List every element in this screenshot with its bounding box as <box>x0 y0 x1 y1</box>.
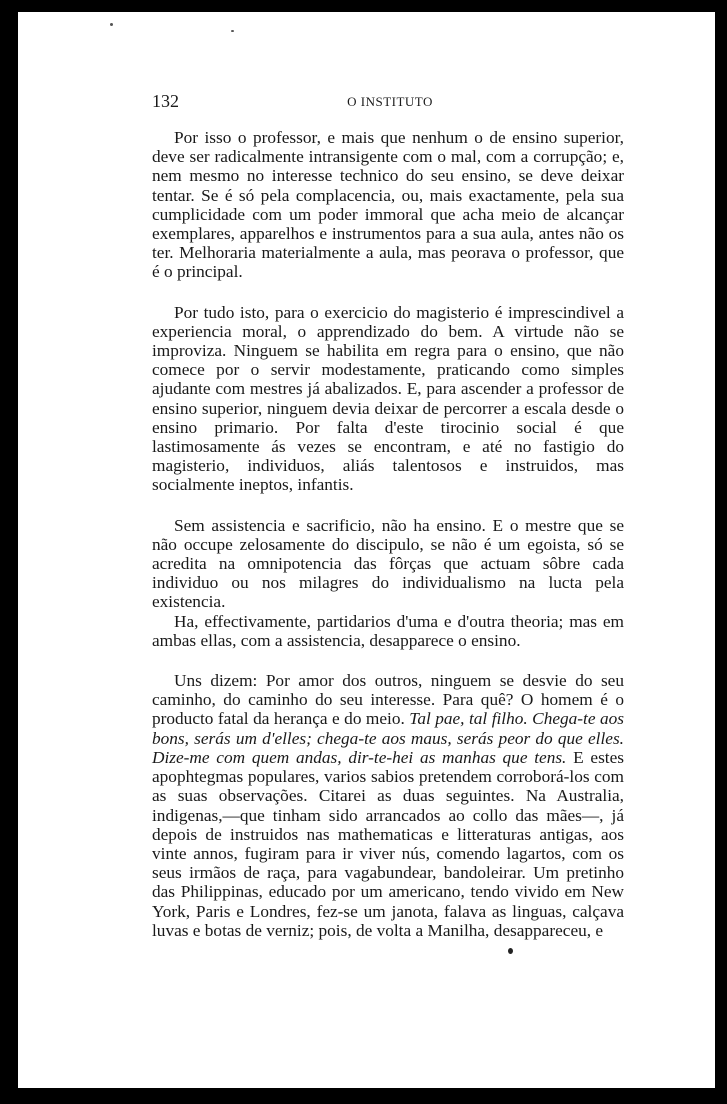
page-number: 132 <box>152 91 179 111</box>
scan-speck <box>231 30 234 32</box>
scan-speck <box>110 23 113 26</box>
paragraph-5-text-b: E estes apophtegmas populares, varios sabios pretendem corroborá-los com as suas observações. Citarei as duas seguintes. Na Australia, indigenas,—que tinham sido arrancados ao collo das mães—, já depois de instruidos nas mathematicas e litteraturas antigas, aos vinte annos, fugiram para ir viver nús, comendo lagartos, com os seus irmãos de raça, para vagabundear, bandoleirar. Um pretinho das Philippinas, educado por um americano, tendo vivido em New York, Paris e Londres, fez-se um janota, falava as linguas, calçava luvas e botas de verniz; pois, de volta a Manilha, desappareceu, e <box>152 747 624 940</box>
paragraph-3: Sem assistencia e sacrificio, não ha ensino. E o mestre que se não occupe zelosamente do discipulo, se não é um egoista, só se acredita na omnipotencia das fôrças que actuam sôbre cada individuo ou nos milagres do individualismo na lucta pela existencia. <box>152 515 624 612</box>
proverbs-italic: Tal pae, tal filho. Chega-te aos bons, serás um d'elles; chega-te aos maus, serás peor do que elles. Dize-me com quem andas, dir-te-hei as manhas que tens. <box>152 709 624 767</box>
body-text <box>152 128 624 940</box>
page-header <box>152 91 628 113</box>
paragraph-5 <box>152 671 624 940</box>
paragraph-2: Por tudo isto, para o exercicio do magisterio é imprescindivel a experiencia moral, o apprendizado do bem. A virtude não se improviza. Ninguem se habilita em regra para o ensino, que não comece por o servir modestamente, praticando como simples ajudante com mestres já abalizados. E, para ascender a professor de ensino superior, ninguem devia deixar de percorrer a escala desde o ensino primario. Por falta d'este tirocinio social é que lastimosamente ás vezes se encontram, e até no fastigio do magisterio, individuos, aliás talentosos e instruidos, mas socialmente ineptos, infantis. <box>152 302 624 495</box>
running-title: O INSTITUTO <box>347 94 433 109</box>
printer-mark <box>508 948 513 954</box>
paragraph-1: Por isso o professor, e mais que nenhum o de ensino superior, deve ser radicalmente intransigente com o mal, com a corrupção; e, nem mesmo no interesse technico do seu ensino, se deve deixar tentar. Se é só pela complacencia, ou, mais exactamente, pela sua cumplicidade com um poder immoral que acha meio de alcançar exemplares, apparelhos e instrumentos para a sua aula, antes não os ter. Melhoraria materialmente a aula, mas peorava o professor, que é o principal. <box>152 128 624 282</box>
paragraph-4: Ha, effectivamente, partidarios d'uma e d'outra theoria; mas em ambas ellas, com a assistencia, desapparece o ensino. <box>152 611 624 650</box>
paragraph-5-text-a: Uns dizem: Por amor dos outros, ninguem se desvie do seu caminho, do caminho do seu interesse. Para quê? O homem é o producto fatal da herança e do meio. <box>152 671 624 729</box>
